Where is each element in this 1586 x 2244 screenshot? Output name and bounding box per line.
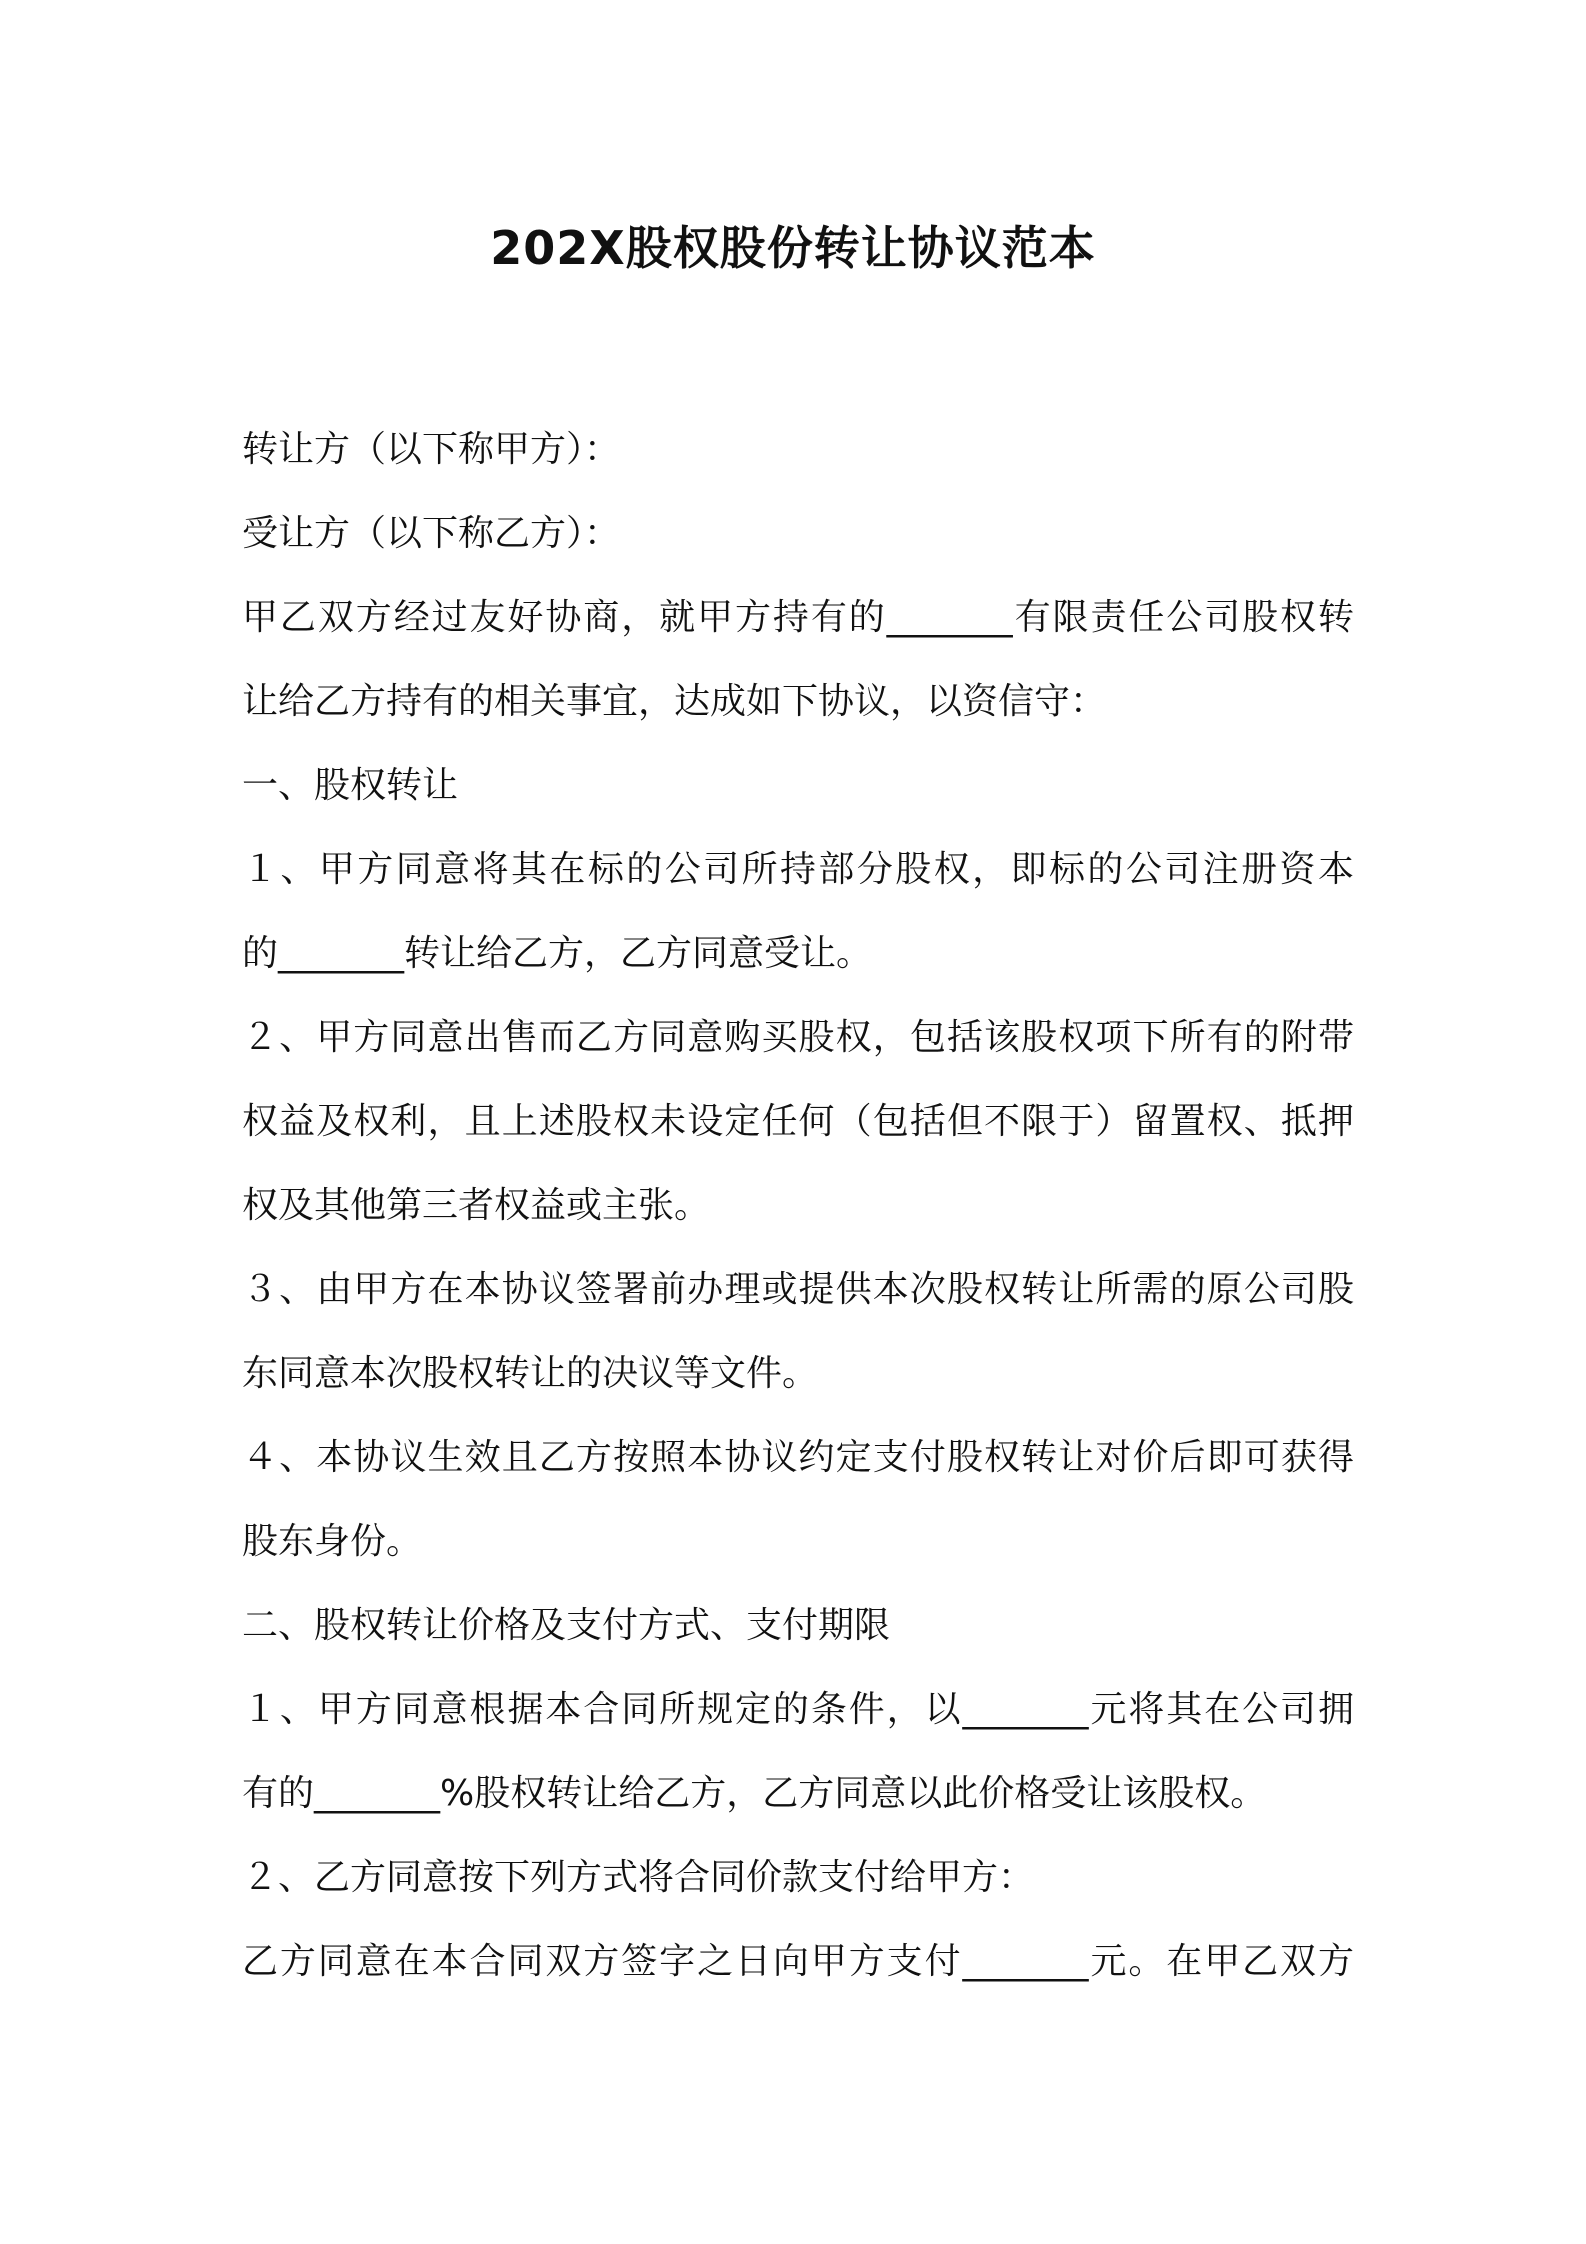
section-heading-equity-transfer: 一、股权转让 — [242, 765, 459, 806]
paragraph-line: 让给乙方持有的相关事宜，达成如下协议，以资信守： — [242, 681, 1107, 722]
paragraph-line: １、甲方同意根据本合同所规定的条件，以_______元将其在公司拥 — [242, 1689, 1354, 1730]
document-body — [242, 408, 1354, 2004]
paragraph-line: 甲乙双方经过友好协商，就甲方持有的_______有限责任公司股权转 — [242, 597, 1354, 638]
paragraph-line: 东同意本次股权转让的决议等文件。 — [242, 1353, 819, 1394]
paragraph-line-transferee: 受让方（以下称乙方）： — [242, 513, 621, 554]
paragraph-line: ２、乙方同意按下列方式将合同价款支付给甲方： — [242, 1857, 1035, 1898]
paragraph-line: ２、甲方同意出售而乙方同意购买股权，包括该股权项下所有的附带 — [242, 1017, 1354, 1058]
paragraph-line: 的_______转让给乙方，乙方同意受让。 — [242, 933, 873, 974]
paragraph-line: 股东身份。 — [242, 1521, 423, 1562]
paragraph-line: 权益及权利，且上述股权未设定任何（包括但不限于）留置权、抵押 — [242, 1101, 1354, 1142]
paragraph-line: １、甲方同意将其在标的公司所持部分股权，即标的公司注册资本 — [242, 849, 1354, 890]
paragraph-line: 有的_______%股权转让给乙方，乙方同意以此价格受让该股权。 — [242, 1773, 1267, 1814]
paragraph-line-transferor: 转让方（以下称甲方）： — [242, 429, 621, 470]
paragraph-line: 乙方同意在本合同双方签字之日向甲方支付_______元。在甲乙双方 — [242, 1941, 1354, 1982]
paragraph-line: ４、本协议生效且乙方按照本协议约定支付股权转让对价后即可获得 — [242, 1437, 1354, 1478]
paragraph-line: ３、由甲方在本协议签署前办理或提供本次股权转让所需的原公司股 — [242, 1269, 1354, 1310]
section-heading-price-payment: 二、股权转让价格及支付方式、支付期限 — [242, 1605, 891, 1646]
paragraph-line: 权及其他第三者权益或主张。 — [242, 1185, 711, 1226]
document-title: 202X股权股份转让协议范本 — [490, 221, 1096, 275]
